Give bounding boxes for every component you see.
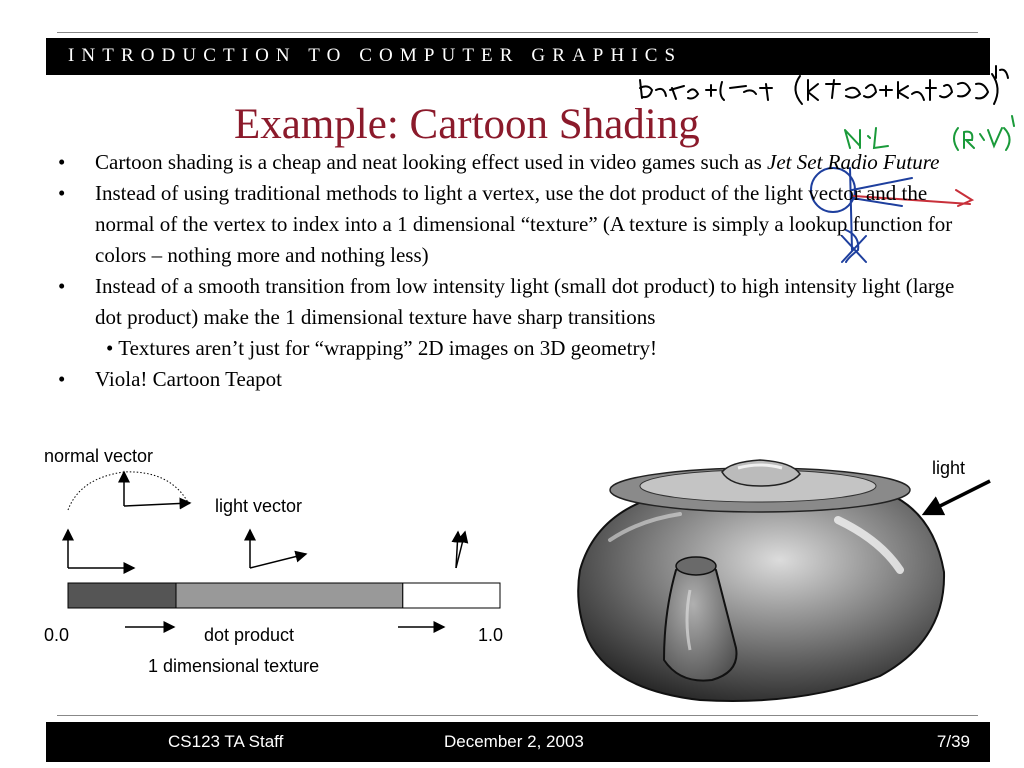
bullet-text: Instead of using traditional methods to light a vertex, use the dot product of the light vector and the normal of the vertex to index into a 1 dimensional “texture” (A texture is simply a lookup function for colors – nothing more and nothing less)	[95, 181, 953, 267]
light-vector-label: light vector	[215, 496, 303, 516]
bullet-marker: •	[58, 367, 66, 391]
footer-date: December 2, 2003	[444, 732, 584, 751]
bullet-text: Viola! Cartoon Teapot	[95, 367, 283, 391]
bottom-rule	[57, 715, 978, 716]
bullet-marker: •	[58, 150, 66, 174]
axis-end-label: 1.0	[478, 625, 504, 645]
sub-bullet-item: • Textures aren’t just for “wrapping” 2D images on 3D geometry!	[106, 336, 657, 360]
footer-bar	[46, 722, 990, 762]
bullet-text: Cartoon shading is a cheap and neat looking effect used in video games such as	[95, 150, 768, 174]
bullet-marker: •	[58, 181, 66, 205]
normal-vector-label: normal vector	[44, 446, 154, 466]
axis-start-label: 0.0	[44, 625, 70, 645]
axis-middle-label: dot product	[204, 625, 295, 645]
footer-page-number: 7/39	[936, 732, 970, 751]
texture-caption: 1 dimensional texture	[148, 656, 320, 676]
course-title: INTRODUCTION TO COMPUTER GRAPHICS	[68, 45, 683, 66]
slide-title: Example: Cartoon Shading	[234, 101, 700, 148]
bullet-text: Instead of a smooth transition from low intensity light (small dot product) to high intensity light (large dot product) make the 1 dimensional texture have sharp transitions	[95, 274, 955, 329]
light-label: light	[932, 458, 966, 478]
footer-author: CS123 TA Staff	[168, 732, 284, 751]
bullet-italic-text: Jet Set Radio Future	[767, 150, 940, 174]
bullet-marker: •	[58, 274, 66, 298]
light-direction-arrow	[928, 481, 990, 512]
